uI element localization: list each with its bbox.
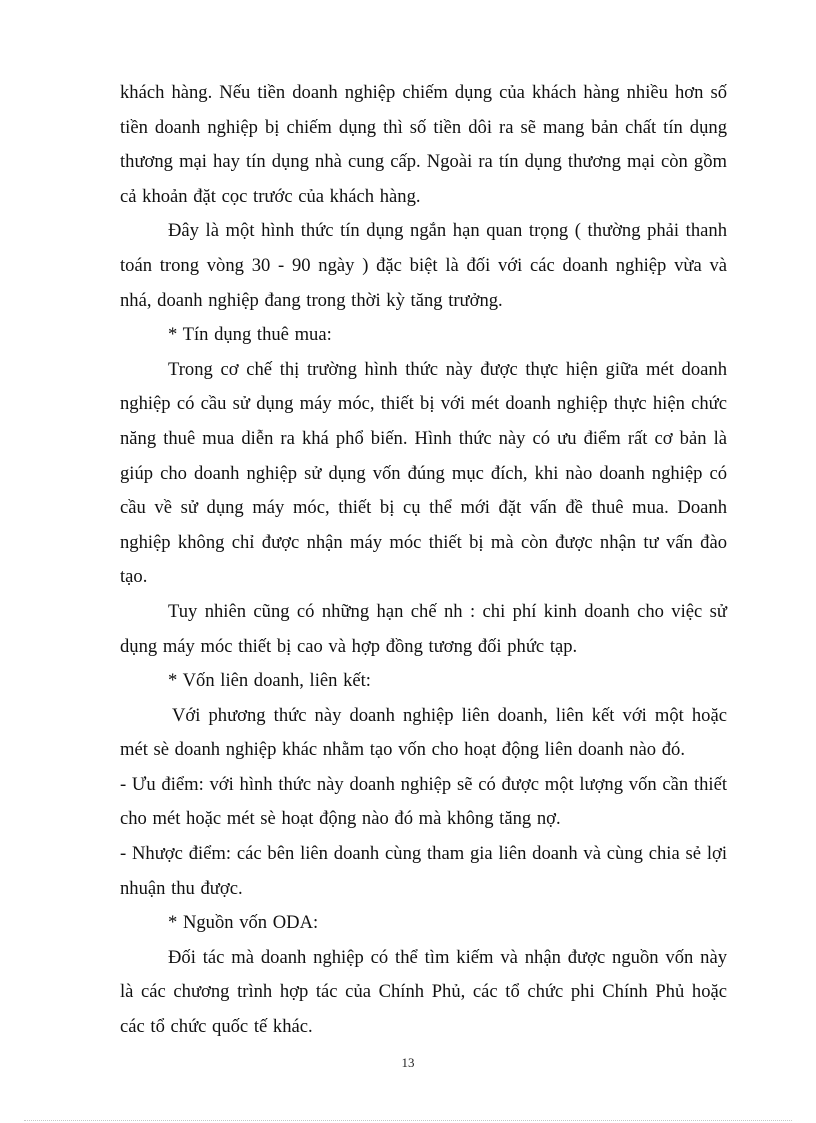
page-bottom-divider — [24, 1120, 792, 1121]
paragraph-disadvantages: - Nhược điểm: các bên liên doanh cùng tham gia liên doanh và cùng chia sẻ lợi nhuận thu được. — [120, 843, 727, 899]
paragraph-advantages: - Ưu điểm: với hình thức này doanh nghiệp sẽ có được một lượng vốn cần thiết cho mét hoặc mét sè hoạt động nào đó mà không tăng nợ. — [120, 773, 727, 830]
paragraph-joint-venture: Với phương thức này doanh nghiệp liên doanh, liên kết với một hoặc mét sè doanh nghiệp khác nhằm tạo vốn cho hoạt động liên doanh nào đó. — [120, 704, 727, 761]
paragraph-oda: Đối tác mà doanh nghiệp có thể tìm kiếm và nhận được nguồn vốn này là các chương trình hợp tác của Chính Phủ, các tổ chức phi Chính Phủ hoặc các tổ chức quốc tế khác. — [120, 946, 727, 1038]
body-text — [120, 76, 727, 1045]
paragraph-lease-limitations: Tuy nhiên cũng có những hạn chế nh : chi phí kinh doanh cho việc sử dụng máy móc thiết bị cao và hợp đồng tương đối phức tạp. — [120, 600, 727, 657]
paragraph-lease-credit: Trong cơ chế thị trường hình thức này được thực hiện giữa mét doanh nghiệp có cầu sử dụng máy móc, thiết bị với mét doanh nghiệp thực hiện chức năng thuê mua diễn ra khá phổ biến. Hình thức này có ưu điểm rất cơ bản là giúp cho doanh nghiệp sử dụng vốn đúng mục đích, khi nào doanh nghiệp có cầu về sử dụng máy móc, thiết bị cụ thể mới đặt vấn đề thuê mua. Doanh nghiệp không chỉ được nhận máy móc thiết bị mà còn được nhận tư vấn đào tạo. — [120, 358, 727, 588]
heading-oda-capital: * Nguồn vốn ODA: — [168, 912, 319, 934]
paragraph-short-term-credit: Đây là một hình thức tín dụng ngắn hạn quan trọng ( thường phải thanh toán trong vòng 30 - 90 ngày ) đặc biệt là đối với các doanh nghiệp vừa và nhá, doanh nghiệp đang trong thời kỳ tăng trưởng. — [120, 220, 727, 311]
heading-joint-venture-capital: * Vốn liên doanh, liên kết: — [168, 670, 371, 692]
heading-lease-credit: * Tín dụng thuê mua: — [168, 324, 332, 346]
paragraph-trade-credit-continued: khách hàng. Nếu tiền doanh nghiệp chiếm dụng của khách hàng nhiều hơn số tiền doanh nghiệp bị chiếm dụng thì số tiền dôi ra sẽ mang bản chất tín dụng thương mại hay tín dụng nhà cung cấp. Ngoài ra tín dụng thương mại còn gồm cả khoản đặt cọc trước của khách hàng. — [120, 82, 727, 207]
page-number: 13 — [401, 1055, 415, 1070]
